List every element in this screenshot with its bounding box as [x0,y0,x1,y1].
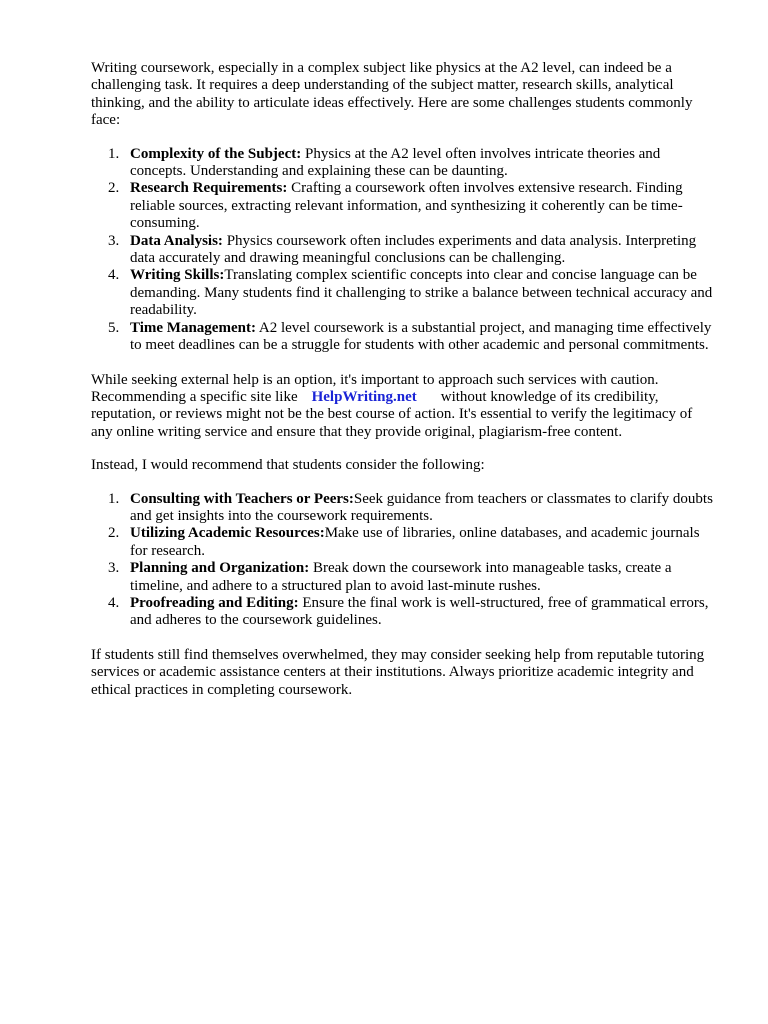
list-item-text: Make use of libraries, online databases, and academic journals for research. [130,525,700,559]
list-item-term: Research Requirements: [130,180,288,197]
list-item-number: 4. [108,594,120,611]
list-item-text: Physics at the A2 level often involves intricate theories and concepts. Understanding and explaining these can be daunting. [130,145,661,180]
list-item-number: 2. [108,525,120,542]
list-item [91,491,716,526]
list-item [91,146,716,181]
list-item [91,180,716,232]
caution-paragraph [91,372,716,442]
list-item-number: 1. [108,145,120,162]
list-item-term: Complexity of the Subject: [130,145,302,162]
list-item-term: Writing Skills: [130,267,225,284]
list-item [91,525,716,560]
helpwriting-link[interactable]: HelpWriting.net [311,388,417,405]
list-item-text: A2 level coursework is a substantial project, and managing time effectively to meet deadlines can be a struggle for students with other academic and personal commitments. [130,319,712,354]
challenges-list [91,146,716,355]
list-item-number: 4. [108,267,120,284]
list-item-term: Data Analysis: [130,232,223,249]
instead-paragraph: Instead, I would recommend that students consider the following: [91,457,485,474]
list-item [91,233,716,268]
caution-text-before: While seeking external help is an option, it's important to approach such services with caution. Recommending a specific site like [91,371,659,405]
list-item-term: Consulting with Teachers or Peers: [130,490,354,507]
list-item-number: 2. [108,180,120,197]
list-item [91,267,716,319]
list-item-term: Utilizing Academic Resources: [130,525,325,542]
list-item-term: Proofreading and Editing: [130,594,299,611]
list-item [91,595,716,630]
list-item-text: Translating complex scientific concepts into clear and concise language can be demanding. Many students find it challenging to strike a balance between technical accuracy and readability. [130,267,713,319]
intro-paragraph: Writing coursework, especially in a complex subject like physics at the A2 level, can indeed be a challenging task. It requires a deep understanding of the subject matter, research skills, analytical thinking, and the ability to articulate ideas effectively. Here are some challenges students commonly face: [91,60,693,129]
list-item-text: Crafting a coursework often involves extensive research. Finding reliable sources, extracting relevant information, and synthesizing it coherently can be time-consuming. [130,180,683,232]
list-item-text: Break down the coursework into manageable tasks, create a timeline, and adhere to a structured plan to avoid last-minute rushes. [130,560,672,594]
list-item-text: Seek guidance from teachers or classmates to clarify doubts and get insights into the coursework requirements. [130,490,713,524]
closing-paragraph: If students still find themselves overwhelmed, they may consider seeking help from reputable tutoring services or academic assistance centers at their institutions. Always prioritize academic integrity and ethical practices in completing coursework. [91,646,705,698]
list-item-term: Time Management: [130,319,256,336]
list-item-text: Physics coursework often includes experiments and data analysis. Interpreting data accurately and drawing meaningful conclusions can be challenging. [130,232,697,267]
recommendations-list [91,491,716,630]
list-item-text: Ensure the final work is well-structured, free of grammatical errors, and adheres to the coursework guidelines. [130,594,709,629]
list-item-number: 1. [108,490,120,507]
list-item-number: 3. [108,232,120,249]
list-item-number: 5. [108,319,120,336]
list-item [91,320,716,355]
list-item [91,560,716,595]
list-item-number: 3. [108,560,120,577]
caution-text-after: without knowledge of its credibility, reputation, or reviews might not be the best course of action. It's essential to verify the legitimacy of any online writing service and ensure that they provide original, plagiarism-free content. [91,388,693,440]
list-item-term: Planning and Organization: [130,560,310,577]
